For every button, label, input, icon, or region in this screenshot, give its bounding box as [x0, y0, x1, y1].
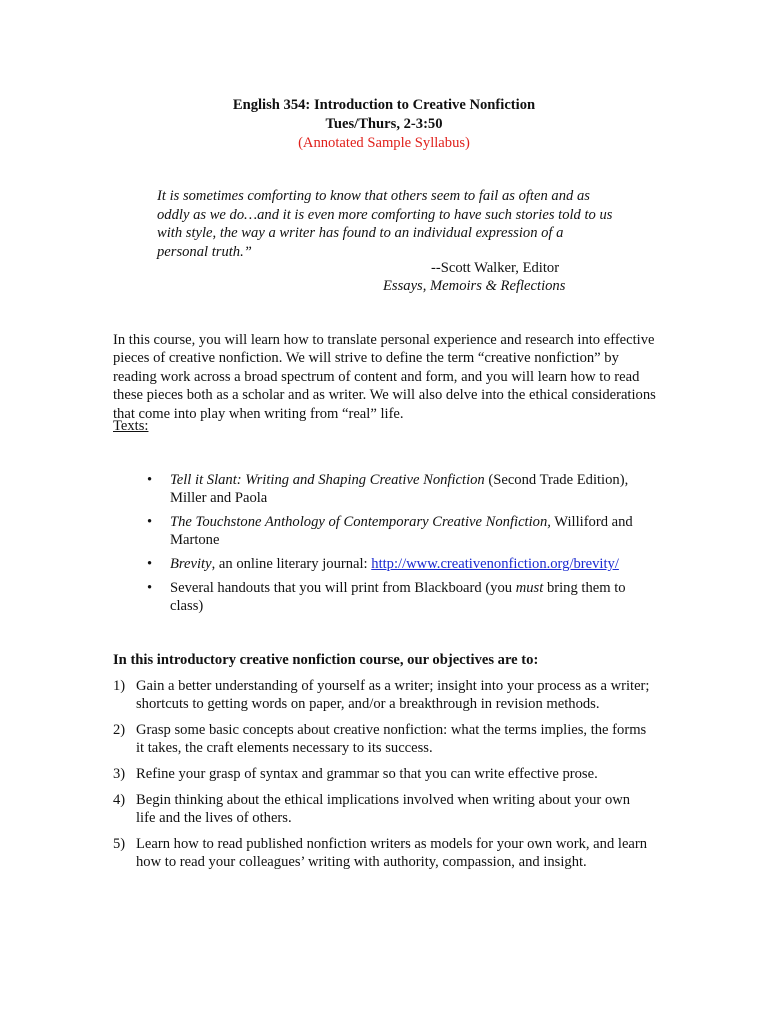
objective-number: 2)	[113, 722, 126, 738]
objectives-heading: In this introductory creative nonfiction course, our objectives are to:	[113, 652, 539, 668]
texts-list	[147, 471, 657, 621]
objective-text: Grasp some basic concepts about creative nonfiction: what the terms implies, the forms it takes, the craft elements necessary to its success.	[136, 722, 647, 756]
course-title: English 354: Introduction to Creative Nonfiction	[232, 97, 536, 113]
objective-number: 4)	[113, 792, 126, 808]
epigraph-quote: It is sometimes comforting to know that others seem to fail as often and as oddly as we do…and it is even more comforting to have such stories told to us with style, the way a writer has found to an individual expression of a personal truth.”	[157, 188, 613, 260]
course-schedule: Tues/Thurs, 2-3:50	[325, 116, 443, 132]
texts-heading: Texts:	[113, 418, 149, 434]
objective-number: 1)	[113, 678, 126, 694]
objective-item	[113, 721, 653, 757]
objective-item	[113, 791, 653, 827]
objective-text: Gain a better understanding of yourself as a writer; insight into your process as a writer; shortcuts to getting words on paper, and/or a breakthrough in revision methods.	[136, 678, 650, 712]
epigraph-author: --Scott Walker, Editor	[431, 260, 560, 276]
objective-text: Begin thinking about the ethical implications involved when writing about your own life and the lives of others.	[136, 792, 631, 826]
text-item-details: (Second Trade Edition), Miller and Paola	[170, 472, 629, 506]
annotation-note: (Annotated Sample Syllabus)	[298, 135, 470, 151]
text-item-title: Tell it Slant: Writing and Shaping Creative Nonfiction	[170, 472, 485, 488]
text-item-title: Brevity	[170, 556, 212, 572]
text-item	[147, 555, 657, 573]
syllabus-header	[0, 96, 768, 153]
objective-item	[113, 835, 653, 871]
text-item	[147, 513, 657, 549]
bullet-icon: •	[147, 556, 153, 572]
bullet-icon: •	[147, 514, 153, 530]
epigraph-source: Essays, Memoirs & Reflections	[383, 278, 566, 294]
text-item	[147, 471, 657, 507]
bullet-icon: •	[147, 580, 153, 596]
text-item-pre: Several handouts that you will print from Blackboard (you	[170, 580, 516, 596]
intro-paragraph: In this course, you will learn how to translate personal experience and research into effective pieces of creative nonfiction. We will strive to define the term “creative nonfiction” by reading work across a broad spectrum of content and form, and you will learn how to read these pieces both as a scholar and as writer. We will also delve into the ethical considerations that come into play when writing from “real” life.	[113, 332, 656, 422]
text-item-details: Williford and Martone	[170, 514, 633, 548]
objective-number: 5)	[113, 836, 126, 852]
text-item-title: The Touchstone Anthology of Contemporary Creative Nonfiction,	[170, 514, 551, 530]
objective-text: Refine your grasp of syntax and grammar so that you can write effective prose.	[136, 766, 598, 782]
brevity-link[interactable]: http://www.creativenonfiction.org/brevity/	[371, 556, 619, 572]
objective-item	[113, 765, 653, 783]
text-item-details: , an online literary journal:	[211, 556, 372, 572]
objectives-list	[113, 677, 653, 879]
objective-number: 3)	[113, 766, 126, 782]
text-item-emphasis: must	[515, 580, 544, 596]
text-item	[147, 579, 657, 615]
objective-item	[113, 677, 653, 713]
bullet-icon: •	[147, 472, 153, 488]
objective-text: Learn how to read published nonfiction writers as models for your own work, and learn how to read your colleagues’ writing with authority, compassion, and insight.	[136, 836, 648, 870]
text-item-post: bring them to class)	[170, 580, 626, 614]
epigraph	[157, 187, 617, 261]
